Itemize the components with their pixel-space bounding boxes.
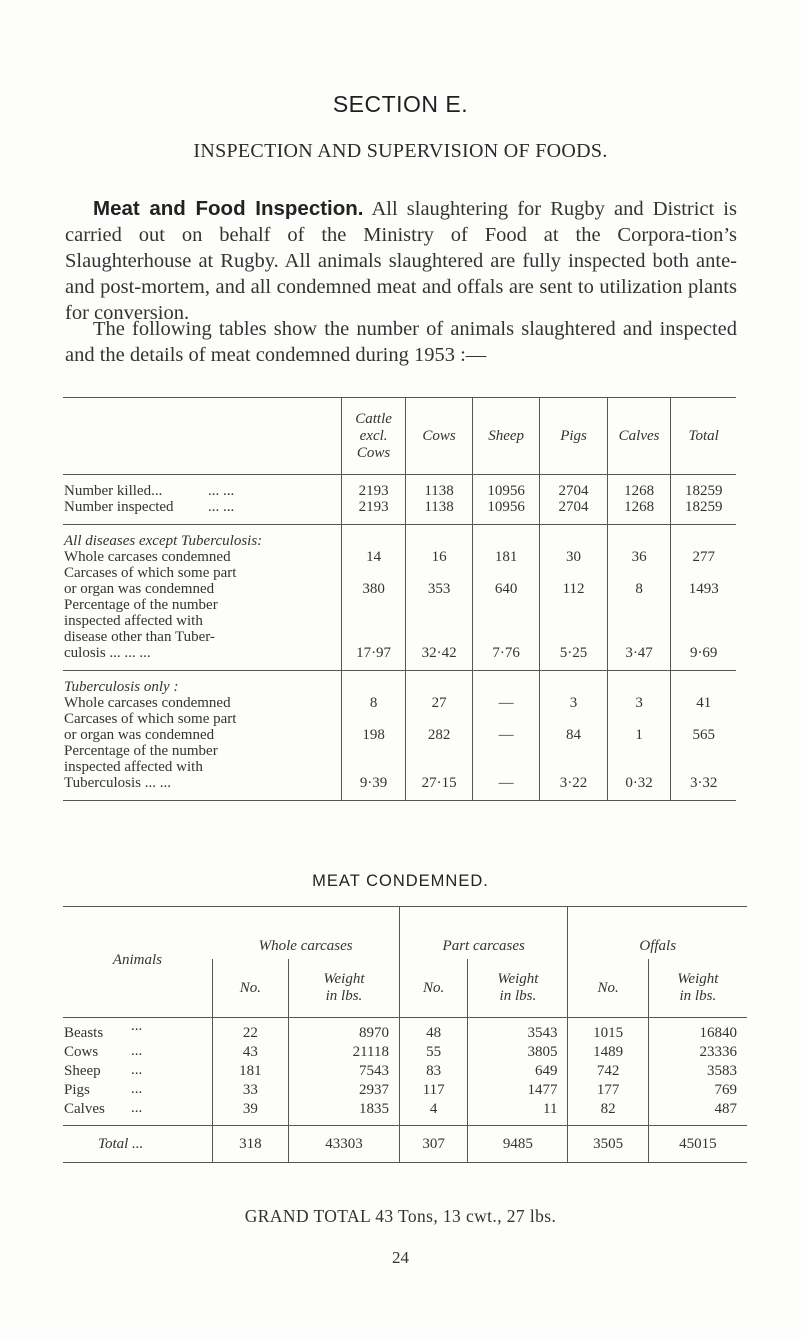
cell: — <box>472 679 540 711</box>
table-row <box>63 1043 747 1062</box>
table-row <box>63 533 736 565</box>
cell: 649 <box>468 1062 568 1081</box>
header-no: No. <box>400 959 468 1018</box>
row-label: Percentage of the number inspected affected with Tuberculosis ... ... <box>64 743 218 791</box>
table-row <box>63 1100 747 1126</box>
header-cattle <box>341 398 406 475</box>
cell: 9485 <box>468 1126 568 1163</box>
cell: 2937 <box>288 1081 399 1100</box>
cell: 27 <box>406 679 473 711</box>
cell: 45015 <box>648 1126 747 1163</box>
page-number: 24 <box>392 1248 409 1267</box>
header-total: Total <box>671 398 736 475</box>
cell: 27·15 <box>406 743 473 791</box>
cell: 1835 <box>288 1100 399 1126</box>
header-whole-carcases: Whole carcases <box>212 907 399 960</box>
cell: 41 <box>671 679 736 711</box>
cell: 3583 <box>648 1062 747 1081</box>
cell: 3 <box>607 679 671 711</box>
cell: 10956 <box>472 499 540 515</box>
cell: 3·32 <box>671 743 736 791</box>
header-offals: Offals <box>568 907 747 960</box>
header-no: No. <box>568 959 648 1018</box>
animal-label: Pigs ... <box>64 1081 143 1098</box>
cell: 277 <box>671 533 736 565</box>
row-label: Carcases of which some part or organ was condemned <box>64 711 237 743</box>
table-row <box>63 1018 747 1044</box>
page-subtitle: INSPECTION AND SUPERVISION OF FOODS. <box>193 140 608 162</box>
cell: 16 <box>406 533 473 565</box>
header-calves: Calves <box>607 398 671 475</box>
cell: 3543 <box>468 1018 568 1044</box>
cell: 8 <box>607 565 671 597</box>
meat-condemned-title: MEAT CONDEMNED. <box>312 872 489 890</box>
header-cattle-1: Cattle <box>355 410 392 427</box>
cell: 1 <box>607 711 671 743</box>
animal-label: Calves ... <box>64 1100 143 1117</box>
cell: 9·39 <box>341 743 406 791</box>
header-cows: Cows <box>406 398 473 475</box>
cell: 43 <box>212 1043 288 1062</box>
cell: 30 <box>540 533 607 565</box>
cell: 82 <box>568 1100 648 1126</box>
cell: 3·22 <box>540 743 607 791</box>
header-weight: Weight in lbs. <box>468 959 568 1018</box>
cell: 282 <box>406 711 473 743</box>
header-weight: Weight in lbs. <box>648 959 747 1018</box>
header-blank <box>63 398 341 475</box>
cell: 43303 <box>288 1126 399 1163</box>
header-cattle-3: Cows <box>356 444 391 461</box>
meat-condemned-table <box>63 906 747 1163</box>
cell: 318 <box>212 1126 288 1163</box>
cell: 17·97 <box>341 597 406 661</box>
cell: 18259 <box>671 483 736 499</box>
paragraph-lead: Meat and Food Inspection. <box>93 197 364 220</box>
cell: 9·69 <box>671 597 736 661</box>
cell: 3805 <box>468 1043 568 1062</box>
cell: 769 <box>648 1081 747 1100</box>
header-pigs: Pigs <box>540 398 607 475</box>
cell: 2704 <box>540 499 607 515</box>
cell: 2193 <box>341 499 406 515</box>
header-cattle-2: excl. <box>359 427 388 444</box>
cell: 32·42 <box>406 597 473 661</box>
cell: 565 <box>671 711 736 743</box>
cell: 181 <box>472 533 540 565</box>
cell: 112 <box>540 565 607 597</box>
cell: 21118 <box>288 1043 399 1062</box>
cell: 7·76 <box>472 597 540 661</box>
cell: 5·25 <box>540 597 607 661</box>
animal-label: Sheep ... <box>64 1062 143 1079</box>
cell: 22 <box>212 1018 288 1044</box>
row-label: Carcases of which some part or organ was condemned <box>64 565 237 597</box>
tables-intro-paragraph: The following tables show the number of animals slaughtered and inspected and the details of meat condemned during 1953 :— <box>65 318 737 366</box>
header-sheep: Sheep <box>472 398 540 475</box>
cell: 181 <box>212 1062 288 1081</box>
dot-leader: ... ... <box>208 483 235 499</box>
cell: 33 <box>212 1081 288 1100</box>
row-label: Percentage of the number inspected affected with disease other than Tuber- culosis ... ... ... <box>64 597 218 661</box>
dot-leader: ... ... <box>208 499 235 515</box>
cell: 18259 <box>671 499 736 515</box>
intro-paragraph <box>65 196 737 326</box>
header-no: No. <box>212 959 288 1018</box>
table-row <box>63 499 736 515</box>
table-row <box>63 1081 747 1100</box>
cell: 16840 <box>648 1018 747 1044</box>
header-part-carcases: Part carcases <box>400 907 568 960</box>
cell: 4 <box>400 1100 468 1126</box>
row-label: Number killed... ... ... <box>64 483 235 499</box>
header-weight: Weight in lbs. <box>288 959 399 1018</box>
cell: 177 <box>568 1081 648 1100</box>
header-animals: Animals <box>63 907 212 1018</box>
row-label: All diseases except Tuberculosis: Whole carcases condemned <box>64 533 263 565</box>
row-label: Number inspected ... ... <box>64 499 235 515</box>
animal-label: Cows ... <box>64 1043 143 1060</box>
row-label: Tuberculosis only : Whole carcases condemned <box>64 679 231 711</box>
cell: 1268 <box>607 483 671 499</box>
cell: 198 <box>341 711 406 743</box>
cell: 8970 <box>288 1018 399 1044</box>
cell: 36 <box>607 533 671 565</box>
cell: 2704 <box>540 483 607 499</box>
cell: 23336 <box>648 1043 747 1062</box>
cell: 83 <box>400 1062 468 1081</box>
paragraph-body: All slaughtering for Rugby and District is carried out on behalf of the Ministry of Food at the Corpora-tion’s Slaughterhouse at Rugby. All animals slaughtered are fully inspected both ante- and post-mortem, and all condemned meat and offals are sent to utilization plants for conversion. <box>65 198 737 324</box>
cell: 307 <box>400 1126 468 1163</box>
cell: 2193 <box>341 483 406 499</box>
table-row <box>63 597 736 661</box>
total-label: Total ... <box>63 1126 212 1163</box>
grand-total: GRAND TOTAL 43 Tons, 13 cwt., 27 lbs. <box>244 1206 557 1226</box>
cell: 1268 <box>607 499 671 515</box>
cell: 1138 <box>406 499 473 515</box>
animal-label: Beasts ... <box>64 1018 143 1041</box>
cell: 10956 <box>472 483 540 499</box>
cell: 742 <box>568 1062 648 1081</box>
cell: 487 <box>648 1100 747 1126</box>
table-row <box>63 483 736 499</box>
cell: 1138 <box>406 483 473 499</box>
cell: 1477 <box>468 1081 568 1100</box>
total-row <box>63 1126 747 1163</box>
cell: 3505 <box>568 1126 648 1163</box>
cell: 353 <box>406 565 473 597</box>
cell: 3 <box>540 679 607 711</box>
cell: 48 <box>400 1018 468 1044</box>
cell: 1015 <box>568 1018 648 1044</box>
cell: 1489 <box>568 1043 648 1062</box>
cell: 117 <box>400 1081 468 1100</box>
cell: 7543 <box>288 1062 399 1081</box>
cell: 14 <box>341 533 406 565</box>
table-row <box>63 679 736 711</box>
table-row <box>63 565 736 597</box>
cell: 0·32 <box>607 743 671 791</box>
cell: 55 <box>400 1043 468 1062</box>
table-row <box>63 1062 747 1081</box>
cell: — <box>472 711 540 743</box>
cell: 1493 <box>671 565 736 597</box>
table-row <box>63 743 736 791</box>
cell: 39 <box>212 1100 288 1126</box>
cell: 640 <box>472 565 540 597</box>
slaughter-inspection-table <box>63 397 736 801</box>
cell: 11 <box>468 1100 568 1126</box>
table-row <box>63 711 736 743</box>
cell: 84 <box>540 711 607 743</box>
cell: 380 <box>341 565 406 597</box>
section-heading: SECTION E. <box>332 91 469 117</box>
cell: 3·47 <box>607 597 671 661</box>
cell: — <box>472 743 540 791</box>
cell: 8 <box>341 679 406 711</box>
